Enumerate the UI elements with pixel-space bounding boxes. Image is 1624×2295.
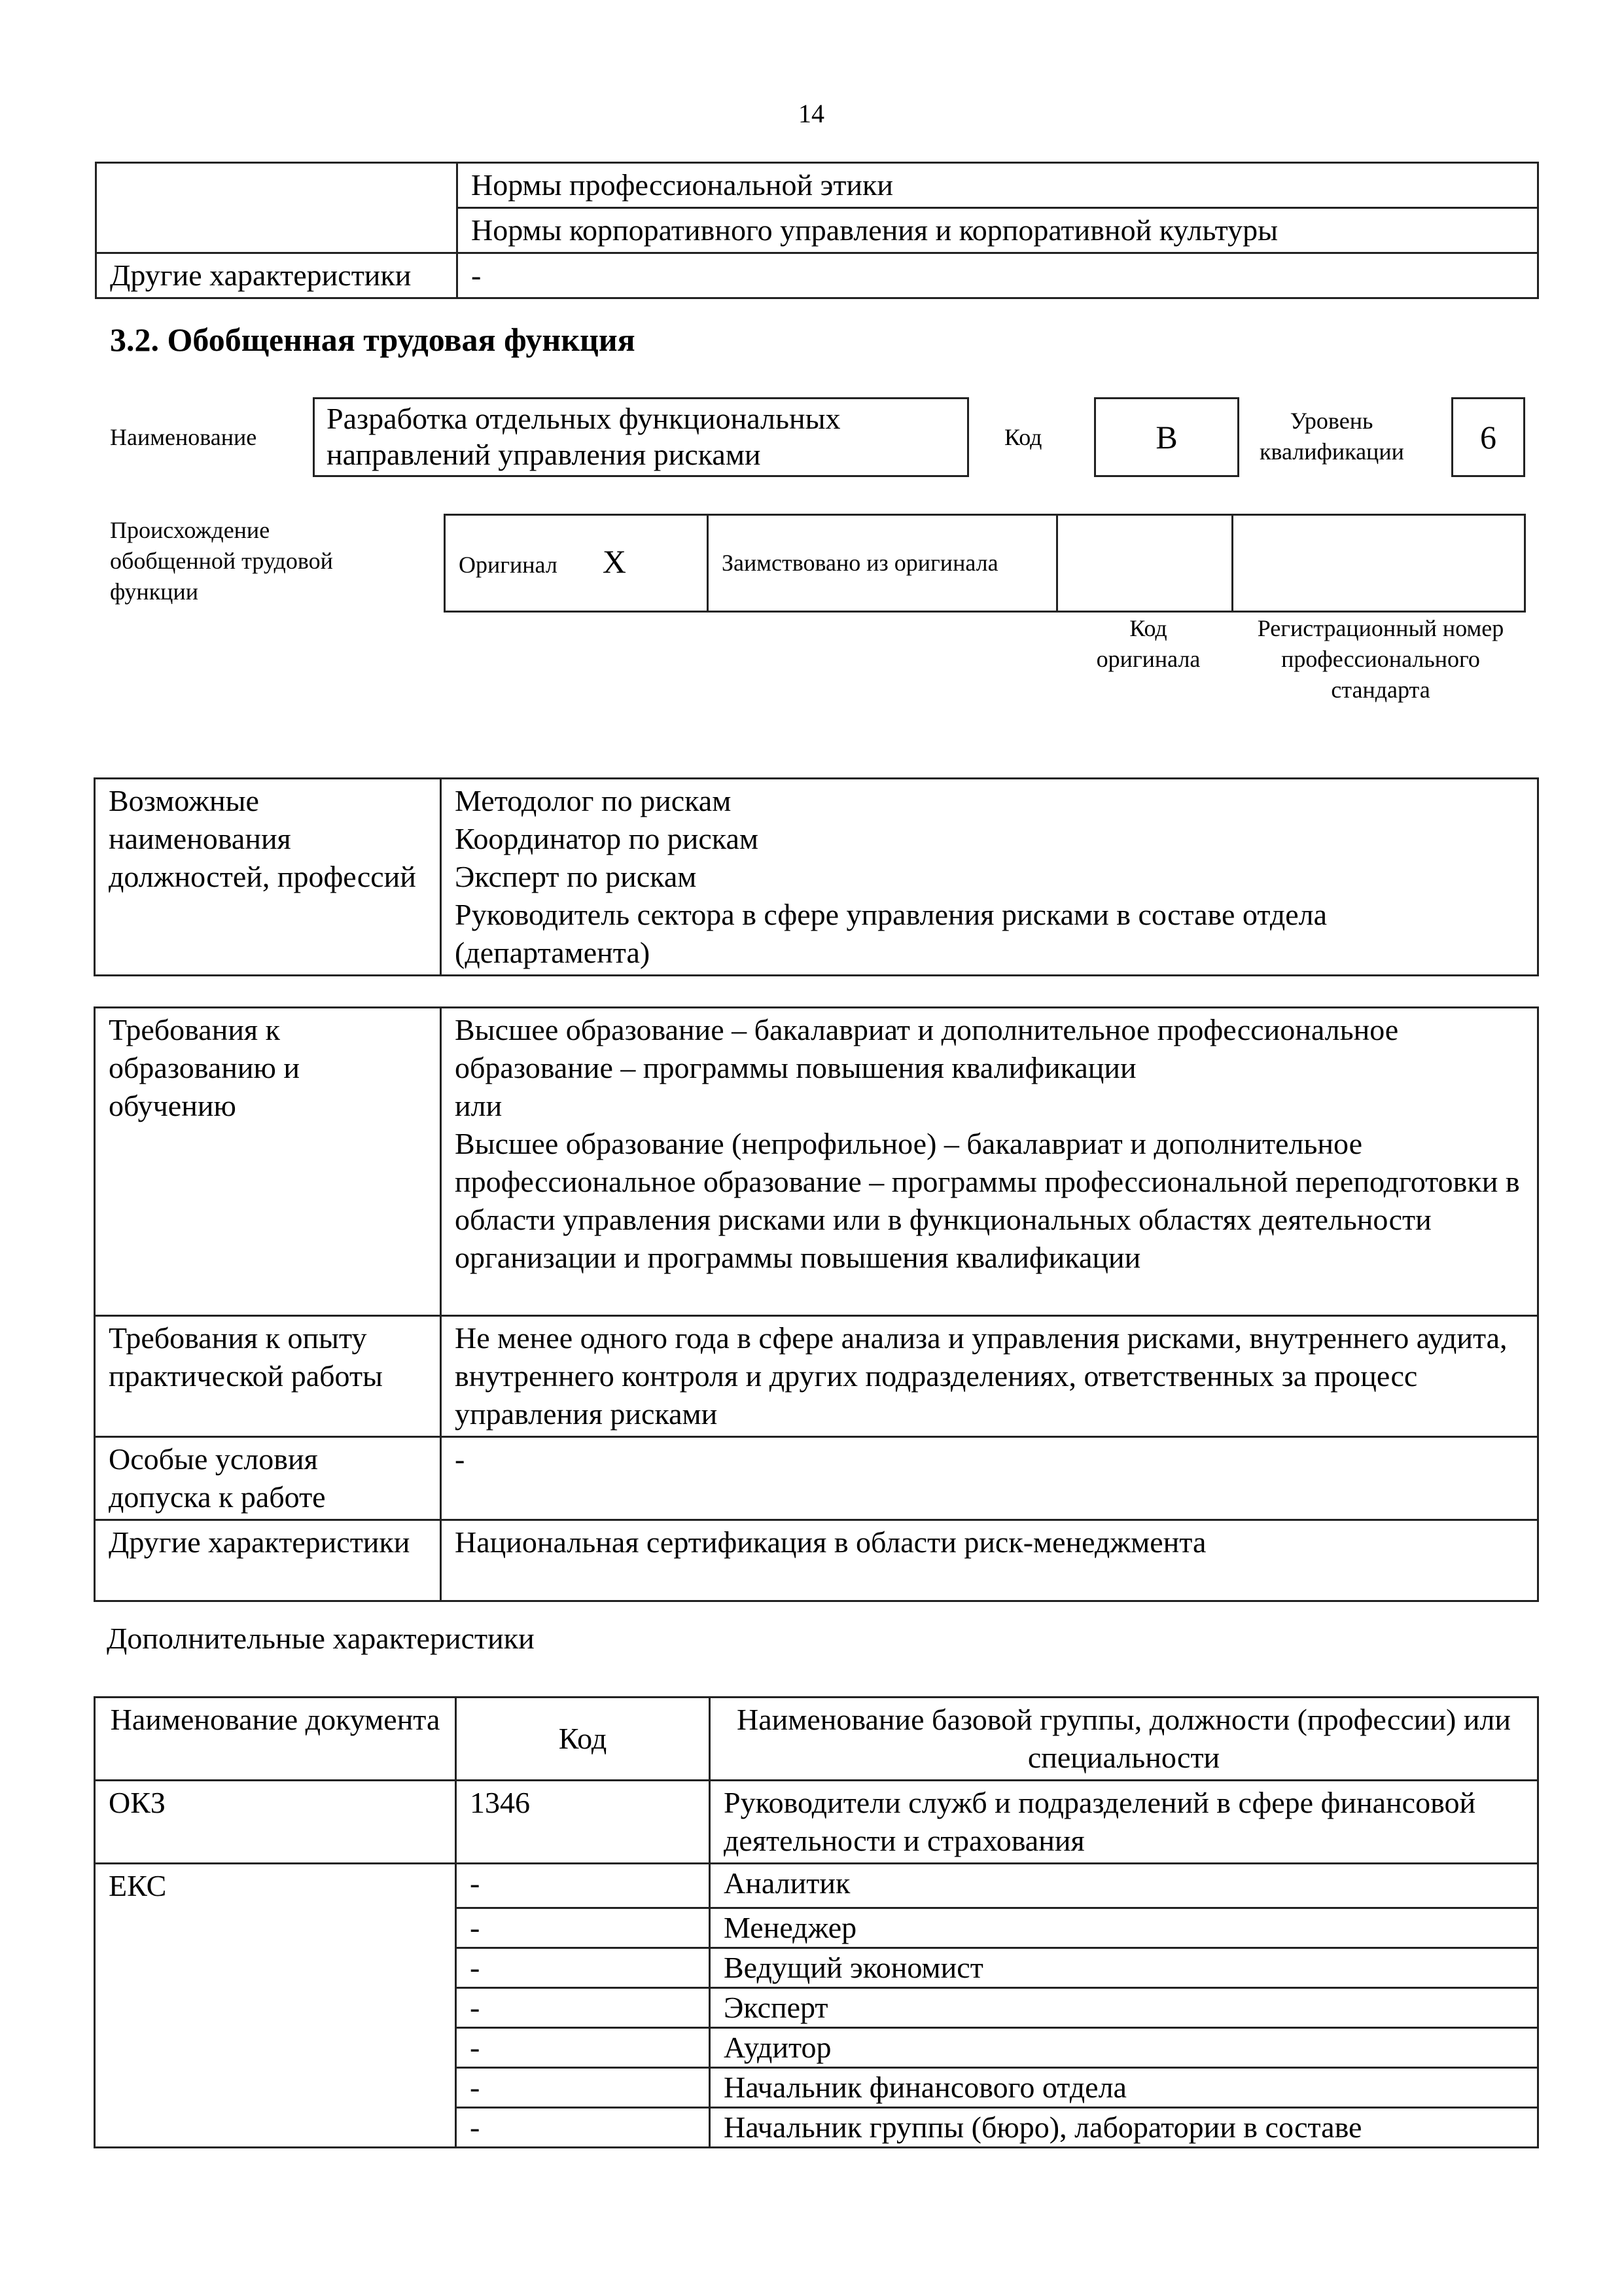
code-cell: - xyxy=(456,1908,710,1948)
table-row xyxy=(95,2107,1538,2147)
table-cell: Нормы корпоративного управления и корпоративной культуры xyxy=(457,208,1538,253)
table-row xyxy=(95,779,1538,976)
table-cell: Другие характеристики xyxy=(96,253,457,298)
table-row xyxy=(95,1781,1538,1864)
requirement-value: Национальная сертификация в области риск-менеджмента xyxy=(441,1520,1538,1601)
doc-cell xyxy=(95,1948,456,1987)
level-box xyxy=(1451,397,1525,477)
code-caption: Код оригинала xyxy=(1096,615,1201,672)
code-cell: 1346 xyxy=(456,1781,710,1864)
reg-caption: Регистрационный номер профессионального стандарта xyxy=(1257,615,1504,703)
doc-cell xyxy=(95,1987,456,2027)
table-row xyxy=(96,253,1538,298)
code-value: В xyxy=(1156,419,1178,455)
code-box xyxy=(1094,397,1239,477)
header-name: Наименование базовой группы, должности (профессии) или специальности xyxy=(710,1698,1538,1781)
level-value: 6 xyxy=(1480,419,1496,455)
table-row xyxy=(95,1864,1538,1908)
origin-reg-cell xyxy=(1233,515,1525,612)
code-cell: - xyxy=(456,1948,710,1987)
requirement-label: Другие характеристики xyxy=(95,1520,441,1601)
name-cell: Аудитор xyxy=(710,2027,1538,2067)
table-row xyxy=(95,1908,1538,1948)
name-value-box xyxy=(313,397,969,477)
doc-cell xyxy=(95,2067,456,2107)
code-cell: - xyxy=(456,2067,710,2107)
table-row xyxy=(96,163,1538,208)
name-cell: Аналитик xyxy=(710,1864,1538,1908)
table-cell: Нормы профессиональной этики xyxy=(457,163,1538,208)
table-cell: - xyxy=(457,253,1538,298)
list-item: Координатор по рискам xyxy=(455,822,758,855)
origin-original-cell xyxy=(445,515,708,612)
requirement-value: Не менее одного года в сфере анализа и управления рисками, внутреннего аудита, внутреннего контроля и других подразделениях, ответственных за процесс управления рисками xyxy=(441,1316,1538,1437)
name-label: Наименование xyxy=(110,424,257,450)
table-row xyxy=(95,1520,1538,1601)
code-cell: - xyxy=(456,1864,710,1908)
positions-list xyxy=(441,779,1538,976)
positions-table xyxy=(94,777,1539,976)
doc-cell xyxy=(95,1908,456,1948)
name-cell: Эксперт xyxy=(710,1987,1538,2027)
table-row xyxy=(95,1948,1538,1987)
table-row xyxy=(95,1008,1538,1316)
requirement-value: - xyxy=(441,1437,1538,1520)
additional-title: Дополнительные характеристики xyxy=(107,1622,535,1655)
doc-cell: ОКЗ xyxy=(95,1781,456,1864)
table-row xyxy=(445,515,1525,612)
section-title: 3.2. Обобщенная трудовая функция xyxy=(110,321,635,358)
table-cell xyxy=(96,208,457,253)
header-doc: Наименование документа xyxy=(95,1698,456,1781)
header-code: Код xyxy=(456,1698,710,1781)
borrowed-cell xyxy=(708,515,1057,612)
origin-code-cell xyxy=(1057,515,1233,612)
level-label: Уровень квалификации xyxy=(1260,408,1404,465)
requirement-label: Особые условия допуска к работе xyxy=(95,1437,441,1520)
name-cell: Менеджер xyxy=(710,1908,1538,1948)
name-cell: Руководители служб и подразделений в сфере финансовой деятельности и страхования xyxy=(710,1781,1538,1864)
requirement-label: Требования к образованию и обучению xyxy=(95,1008,441,1316)
additional-table xyxy=(94,1696,1539,2148)
name-value: Разработка отдельных функциональных направлений управления рисками xyxy=(327,402,841,471)
list-item: Методолог по рискам xyxy=(455,784,732,817)
code-label: Код xyxy=(1004,424,1042,450)
positions-label: Возможные наименования должностей, профессий xyxy=(95,779,441,976)
original-label: Оригинал xyxy=(459,551,557,578)
page-number: 14 xyxy=(798,99,824,128)
doc-cell: ЕКС xyxy=(95,1864,456,1908)
borrowed-label: Заимствовано из оригинала xyxy=(722,550,998,576)
list-item: Руководитель сектора в сфере управления рисками в составе отдела (департамента) xyxy=(455,898,1328,969)
code-cell: - xyxy=(456,2107,710,2147)
doc-cell xyxy=(95,2027,456,2067)
table-row xyxy=(95,1437,1538,1520)
name-cell: Начальник группы (бюро), лаборатории в составе xyxy=(710,2107,1538,2147)
code-cell: - xyxy=(456,1987,710,2027)
doc-cell xyxy=(95,2107,456,2147)
table-row xyxy=(95,2067,1538,2107)
table-cell xyxy=(96,163,457,208)
requirement-value: Высшее образование – бакалавриат и дополнительное профессиональное образование – программы повышения квалификации или Высшее образование (непрофильное) – бакалавриат и дополнительное профессиональное образование – программы профессиональной переподготовки в области управления рисками или в функциональных областях деятельности организации и программы повышения квалификации xyxy=(441,1008,1538,1316)
origin-label: Происхождение обобщенной трудовой функции xyxy=(110,517,333,605)
requirement-label: Требования к опыту практической работы xyxy=(95,1316,441,1437)
list-item: Эксперт по рискам xyxy=(455,860,697,893)
table-row xyxy=(96,208,1538,253)
name-cell: Начальник финансового отдела xyxy=(710,2067,1538,2107)
name-cell: Ведущий экономист xyxy=(710,1948,1538,1987)
original-mark: X xyxy=(602,543,626,580)
table-row xyxy=(95,2027,1538,2067)
code-cell: - xyxy=(456,2027,710,2067)
table-row xyxy=(95,1698,1538,1781)
origin-table xyxy=(444,514,1526,613)
top-table xyxy=(95,162,1539,299)
table-row xyxy=(95,1987,1538,2027)
table-row xyxy=(95,1316,1538,1437)
requirements-table xyxy=(94,1006,1539,1602)
